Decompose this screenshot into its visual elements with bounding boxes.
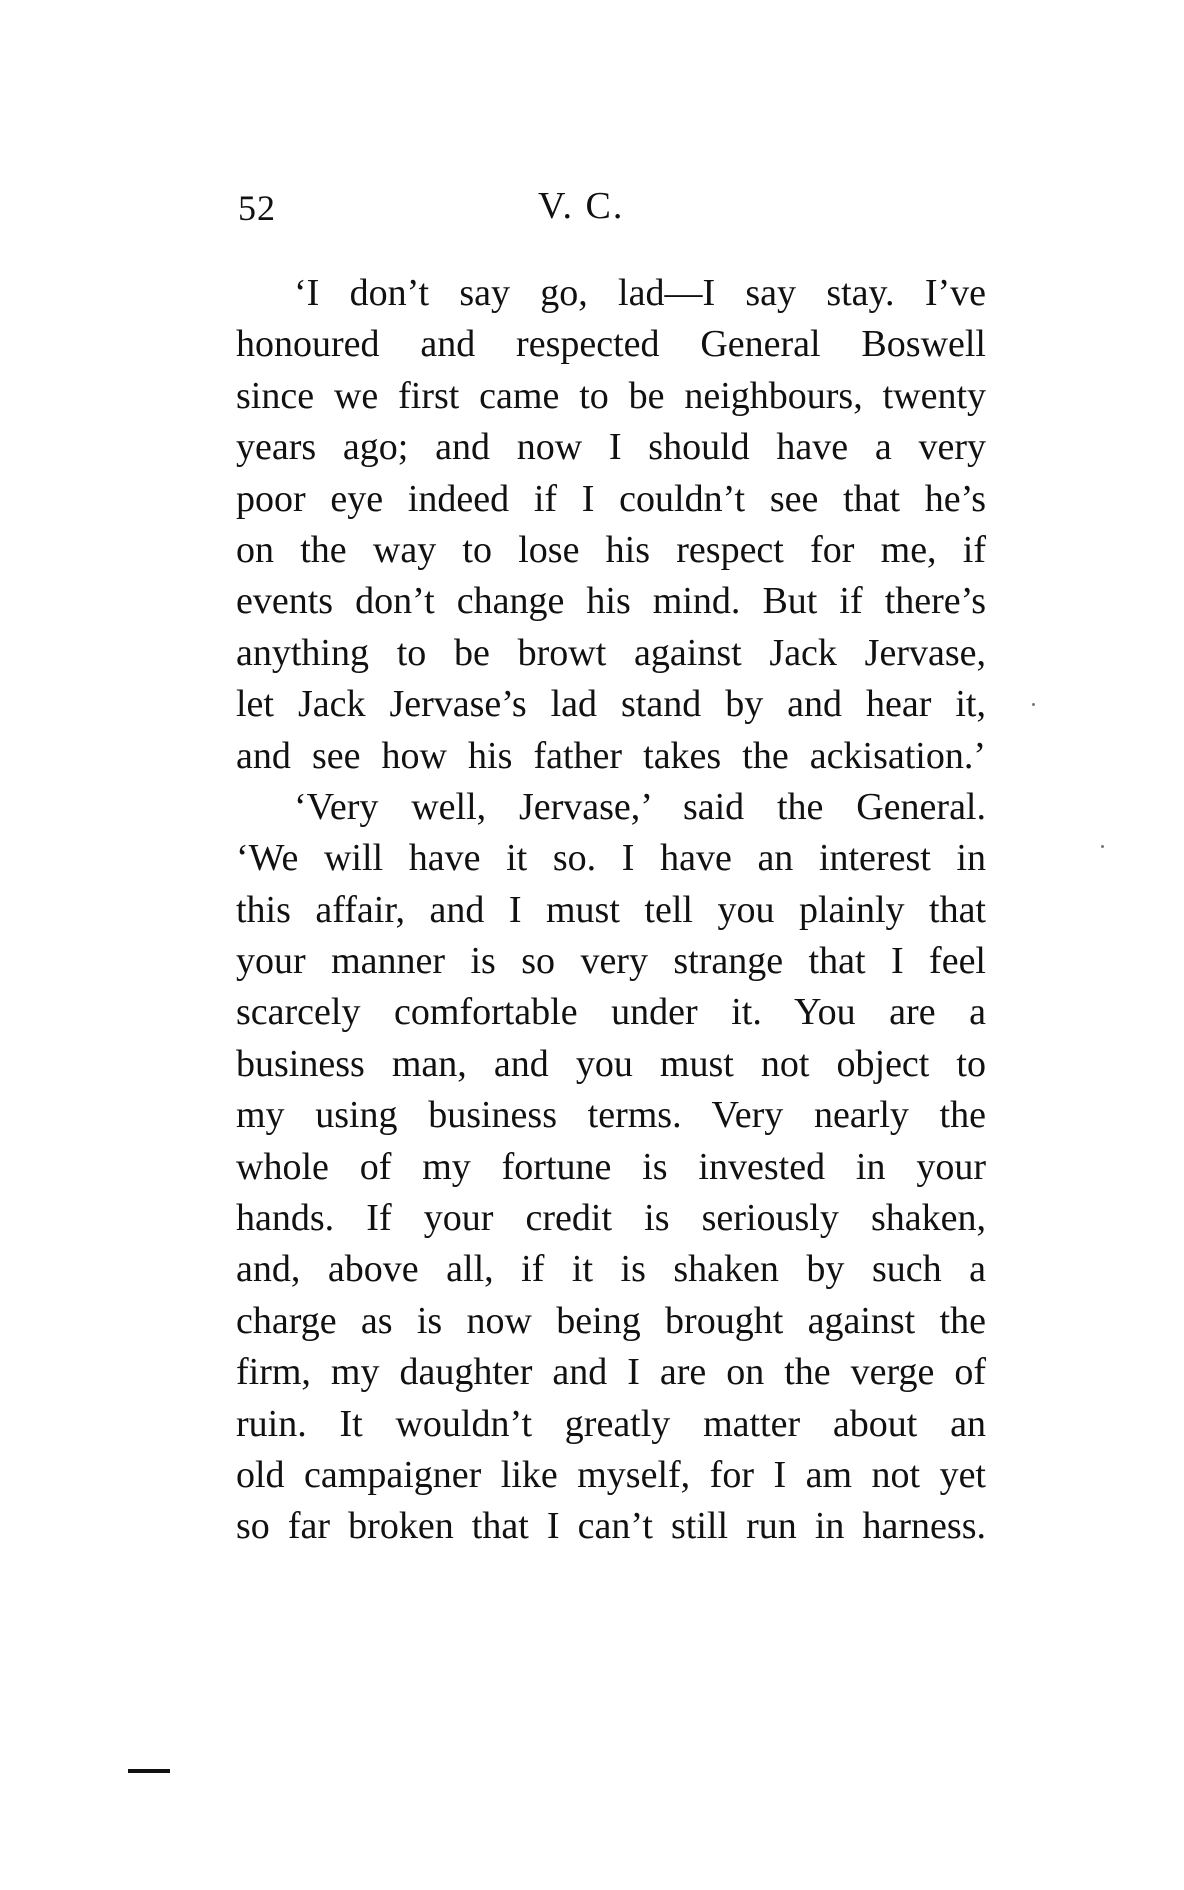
text-line: ruin. It wouldn’t greatly matter about an [236,1402,986,1445]
text-line: let Jack Jervase’s lad stand by and hear it, [236,683,986,726]
text-line: ‘We will have it so. I have an interest in [236,837,986,880]
text-line: ‘I don’t say go, lad—I say stay. I’ve [294,272,986,314]
printer-mark [128,1769,170,1773]
text-line: years ago; and now I should have a very [236,426,986,469]
text-line: old campaigner like myself, for I am not yet [236,1453,986,1496]
text-line: on the way to lose his respect for me, if [236,528,986,571]
text-line: so far broken that I can’t still run in harness. [236,1505,986,1548]
text-line: since we first came to be neighbours, twenty [236,374,986,417]
text-line: business man, and you must not object to [236,1042,986,1085]
text-line: and, above all, if it is shaken by such a [236,1248,986,1291]
body-text [236,268,986,1553]
text-line: charge as is now being brought against the [236,1299,986,1342]
text-line: this affair, and I must tell you plainly that [236,888,986,931]
paper-speck [1101,845,1104,848]
text-line: hands. If your credit is seriously shaken, [236,1197,986,1240]
text-line: whole of my fortune is invested in your [236,1145,986,1188]
text-line: ‘Very well, Jervase,’ said the General. [294,785,986,828]
paper-speck [1032,703,1035,706]
text-line: scarcely comfortable under it. You are a [236,991,986,1034]
text-line: events don’t change his mind. But if there’s [236,580,986,623]
text-line: my using business terms. Very nearly the [236,1094,986,1137]
text-line: your manner is so very strange that I feel [236,940,986,983]
text-line: poor eye indeed if I couldn’t see that he’s [236,477,986,520]
text-line: anything to be browt against Jack Jervase, [236,631,986,674]
text-line: and see how his father takes the ackisation.’ [236,734,986,777]
running-head: V. C. [538,185,625,227]
text-line: firm, my daughter and I are on the verge of [236,1351,986,1394]
text-line: honoured and respected General Boswell [236,323,986,366]
page-number: 52 [238,188,276,228]
